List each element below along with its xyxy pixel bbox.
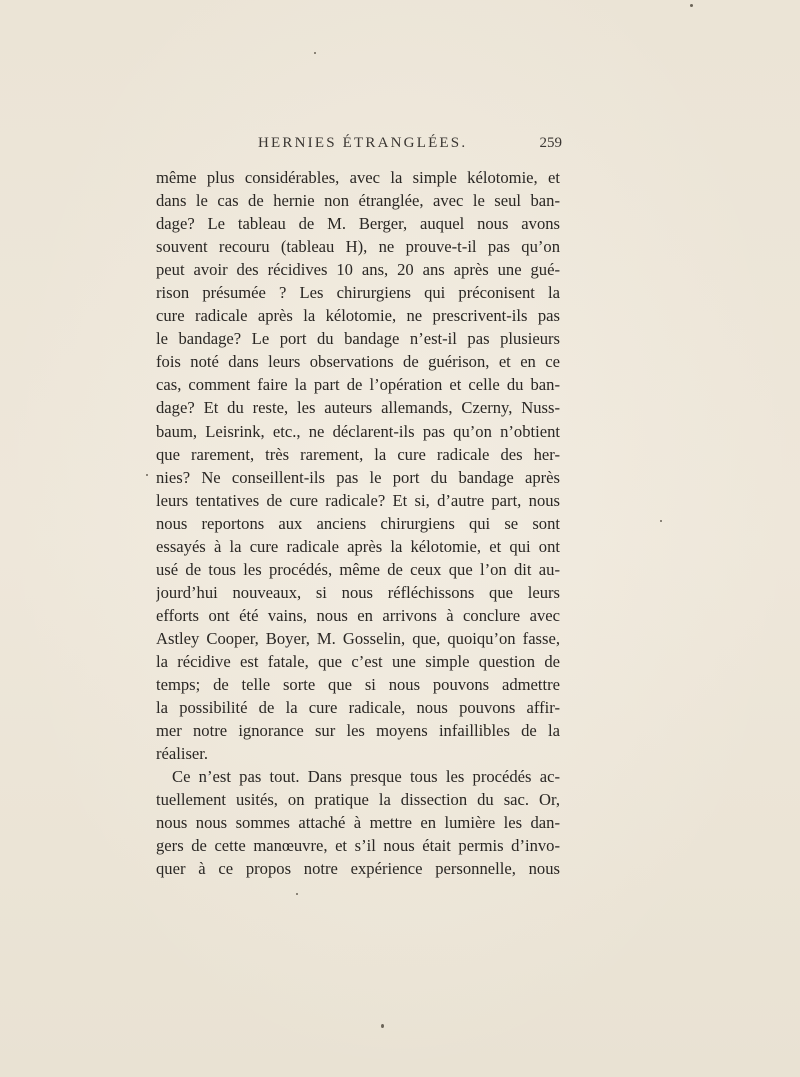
text-line: la possibilité de la cure radicale, nous pouvons affir- — [156, 698, 560, 718]
paper-speck — [146, 474, 148, 476]
text-line: quer à ce propos notre expérience personnelle, nous — [156, 859, 560, 879]
text-line: souvent recouru (tableau H), ne prouve-t-il pas qu’on — [156, 237, 560, 257]
paragraph-end-line: réaliser. — [156, 744, 209, 764]
text-line: nous nous sommes attaché à mettre en lumière les dan- — [156, 813, 560, 833]
paper-speck — [690, 4, 693, 7]
body-text — [156, 166, 560, 880]
text-line: la récidive est fatale, que c’est une simple question de — [156, 651, 560, 671]
text-line: leurs tentatives de cure radicale? Et si, d’autre part, nous — [156, 490, 560, 510]
text-line: mer notre ignorance sur les moyens infaillibles de la — [156, 721, 560, 741]
running-title: HERNIES ÉTRANGLÉES. — [258, 135, 468, 151]
text-line: fois noté dans leurs observations de guérison, et en ce — [156, 352, 560, 372]
text-line: peut avoir des récidives 10 ans, 20 ans après une gué- — [156, 260, 560, 280]
text-line: que rarement, très rarement, la cure radicale des her- — [156, 444, 560, 464]
text-line: dage? Le tableau de M. Berger, auquel nous avons — [156, 214, 560, 234]
text-line: tuellement usités, on pratique la dissection du sac. Or, — [156, 790, 560, 810]
text-line: dage? Et du reste, les auteurs allemands, Czerny, Nuss- — [156, 398, 560, 418]
page-number: 259 — [539, 135, 562, 151]
text-line: nies? Ne conseillent-ils pas le port du bandage après — [156, 467, 560, 487]
running-head — [150, 135, 562, 159]
paper-speck — [660, 520, 662, 522]
paper-speck — [296, 893, 298, 895]
text-line: nous reportons aux anciens chirurgiens qui se sont — [156, 513, 560, 533]
text-line: dans le cas de hernie non étranglée, avec le seul ban- — [156, 191, 560, 211]
text-line: baum, Leisrink, etc., ne déclarent-ils pas qu’on n’obtient — [156, 421, 560, 441]
text-line: rison présumée ? Les chirurgiens qui préconisent la — [156, 283, 560, 303]
text-line: essayés à la cure radicale après la kélotomie, et qui ont — [156, 536, 560, 556]
paper-speck — [381, 1024, 384, 1028]
text-line: usé de tous les procédés, même de ceux que l’on dit au- — [156, 559, 560, 579]
text-line: cure radicale après la kélotomie, ne prescrivent-ils pas — [156, 306, 560, 326]
paper-speck — [314, 52, 316, 54]
text-line: même plus considérables, avec la simple kélotomie, et — [156, 168, 560, 187]
text-line: jourd’hui nouveaux, si nous réfléchissons que leurs — [156, 582, 560, 602]
text-line: cas, comment faire la part de l’opération et celle du ban- — [156, 375, 560, 395]
text-line: temps; de telle sorte que si nous pouvons admettre — [156, 675, 560, 695]
text-line: Astley Cooper, Boyer, M. Gosselin, que, quoiqu’on fasse, — [156, 628, 560, 648]
text-line: le bandage? Le port du bandage n’est-il pas plusieurs — [156, 329, 560, 349]
paragraph-start-line: Ce n’est pas tout. Dans presque tous les procédés ac- — [172, 767, 560, 787]
text-line: efforts ont été vains, nous en arrivons à conclure avec — [156, 605, 560, 625]
text-line: gers de cette manœuvre, et s’il nous était permis d’invo- — [156, 836, 560, 856]
